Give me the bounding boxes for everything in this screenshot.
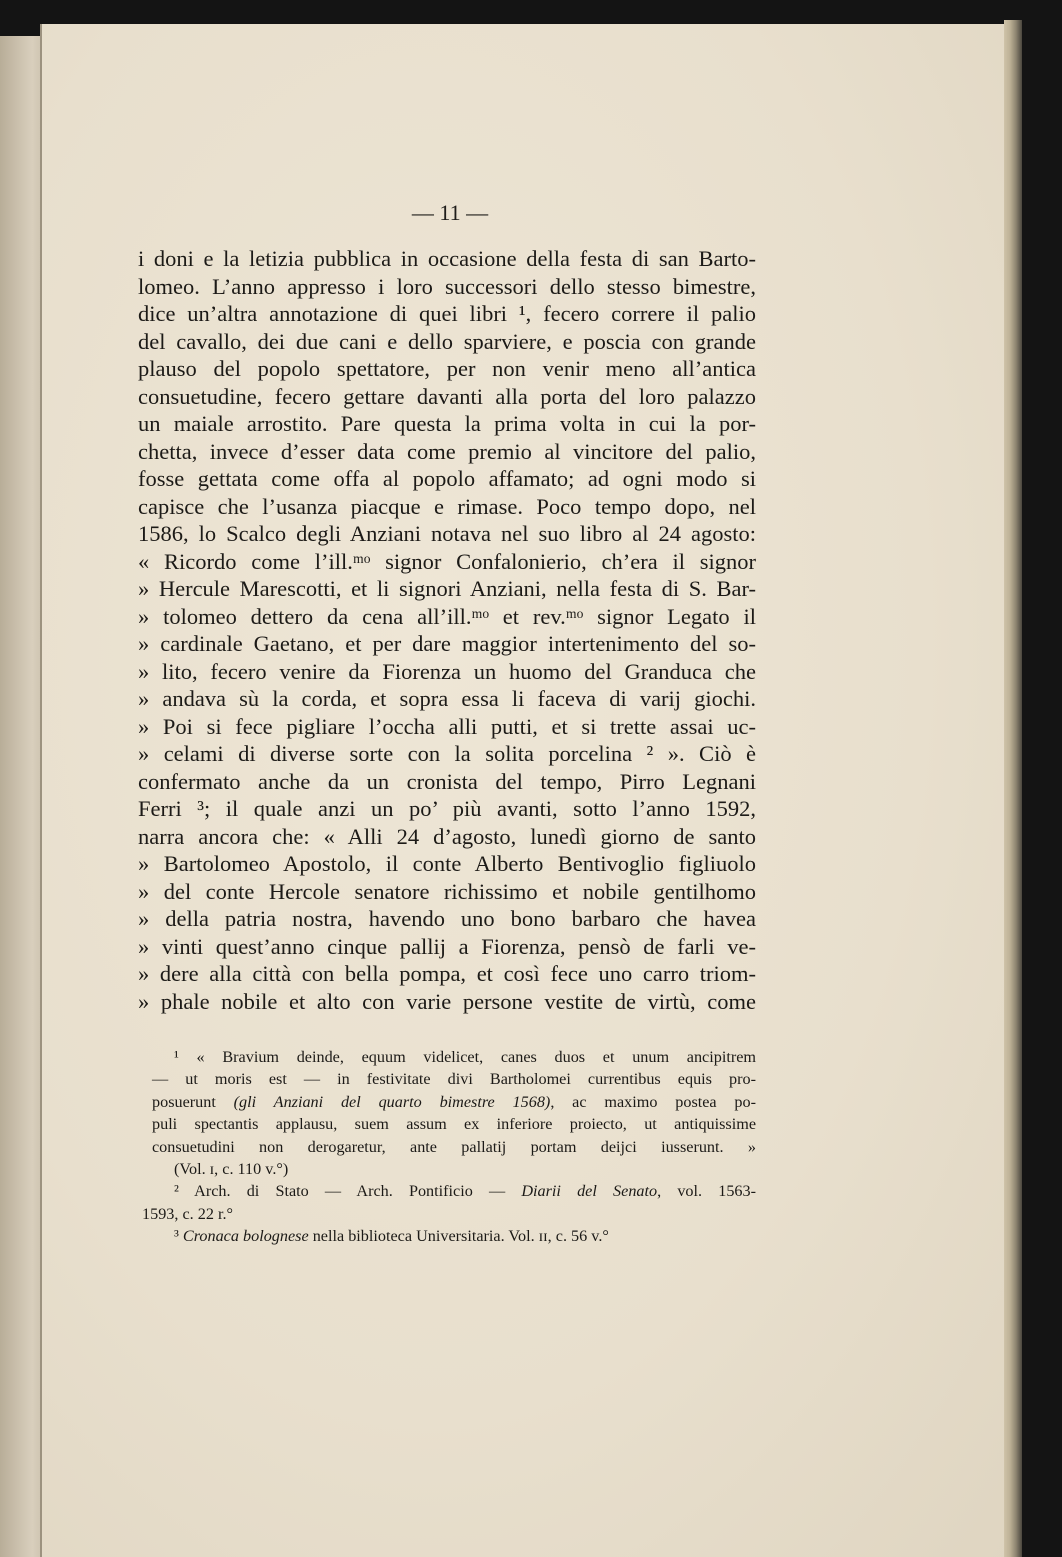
text-line: confermato anche da un cronista del tempo, Pirro Legnani <box>138 768 756 794</box>
text-line: » andava sù la corda, et sopra essa li faceva di varij giochi. <box>138 686 756 711</box>
text-line: 1586, lo Scalco degli Anziani notava nel suo libro al 24 agosto: <box>138 521 756 546</box>
footnote-3-text: nella biblioteca Universitaria. Vol. ɪɪ, c. 56 v.° <box>308 1227 609 1246</box>
footnote-2-text: ² Arch. di Stato — Arch. Pontificio — <box>174 1182 506 1201</box>
footnote-1-line: — ut moris est — in festivitate divi Bartholomei currentibus equis pro- <box>152 1070 756 1089</box>
footnote-2-line <box>152 1180 756 1202</box>
text-line: dice un’altra annotazione di quei libri ¹, fecero correre il palio <box>138 301 756 326</box>
text-line: » cardinale Gaetano, et per dare maggior intertenimento del so- <box>138 631 756 656</box>
text-line: narra ancora che: « Alli 24 d’agosto, lunedì giorno de santo <box>138 823 756 849</box>
text-line: » Hercule Marescotti, et li signori Anziani, nella festa di S. Bar- <box>138 576 756 601</box>
footnotes <box>142 1046 757 1248</box>
text-line: » vinti quest’anno cinque pallij a Fiorenza, pensò de farli ve- <box>138 933 756 959</box>
footnote-1-text: posuerunt <box>152 1092 216 1111</box>
text-line: » celami di diverse sorte con la solita porcelina ² ». Ciò è <box>138 741 756 766</box>
text-line: « Ricordo come l’ill.ᵐᵒ signor Confalonierio, ch’era il signor <box>138 548 756 574</box>
footnote-1-italic: (gli Anziani del quarto bimestre 1568) <box>233 1092 551 1111</box>
footnote-3-line <box>152 1225 756 1247</box>
text-line: » lito, fecero venire da Fiorenza un huomo del Granduca che <box>138 658 756 684</box>
footnote-1-line: consuetudini non derogaretur, ante pallatij portam deijci iusserunt. » <box>152 1137 756 1156</box>
footnote-2-text: , vol. 1563- <box>657 1182 756 1201</box>
footnote-2-italic: Diarii del Senato <box>521 1182 658 1201</box>
page-stack-edge <box>1004 20 1022 1557</box>
footnote-1-text: , ac maximo postea po- <box>550 1092 757 1111</box>
text-line: plauso del popolo spettatore, per non venir meno all’antica <box>138 356 756 381</box>
text-line: lomeo. L’anno appresso i loro successori dello stesso bimestre, <box>138 273 756 299</box>
page-number: — 11 — <box>411 200 489 225</box>
text-line: chetta, invece d’esser data come premio al vincitore del palio, <box>138 438 756 464</box>
text-line: Ferri ³; il quale anzi un po’ più avanti, sotto l’anno 1592, <box>138 796 756 821</box>
text-line: fosse gettata come offa al popolo affamato; ad ogni modo si <box>138 466 756 491</box>
footnote-1-line: puli spectantis applausu, suem assum ex inferiore proiecto, ut antiquissime <box>152 1115 756 1134</box>
footnote-3-title: Cronaca bolognese <box>182 1227 309 1246</box>
text-line: » Bartolomeo Apostolo, il conte Alberto Bentivoglio figliuolo <box>138 851 756 876</box>
text-line: » della patria nostra, havendo uno bono barbaro che havea <box>138 906 756 931</box>
main-text <box>138 245 756 1015</box>
text-line: consuetudine, fecero gettare davanti alla porta del loro palazzo <box>138 383 756 409</box>
footnote-1-line <box>152 1091 756 1113</box>
text-line: i doni e la letizia pubblica in occasione della festa di san Barto- <box>138 246 756 271</box>
text-line: » del conte Hercole senatore richissimo et nobile gentilhomo <box>138 878 756 904</box>
text-line: del cavallo, dei due cani e dello sparviere, e poscia con grande <box>138 328 756 354</box>
text-line: » Poi si fece pigliare l’occha alli putti, et si trette assai uc- <box>138 713 756 739</box>
text-line: » phale nobile et alto con varie persone vestite de virtù, come <box>138 988 756 1014</box>
text-line: » dere alla città con bella pompa, et così fece uno carro triom- <box>138 961 756 986</box>
footnote-3-number: ³ <box>174 1227 179 1246</box>
footnote-2-line: 1593, c. 22 r.° <box>142 1204 233 1223</box>
footnote-1-line: (Vol. ɪ, c. 110 v.°) <box>174 1159 289 1178</box>
text-line: » tolomeo dettero da cena all’ill.ᵐᵒ et rev.ᵐᵒ signor Legato il <box>138 603 756 629</box>
text-line: capisce che l’usanza piacque e rimase. Poco tempo dopo, nel <box>138 493 756 519</box>
footnote-1-line: ¹ « Bravium deinde, equum videlicet, canes duos et unum ancipitrem <box>174 1048 756 1066</box>
text-line: un maiale arrostito. Pare questa la prima volta in cui la por- <box>138 411 756 436</box>
